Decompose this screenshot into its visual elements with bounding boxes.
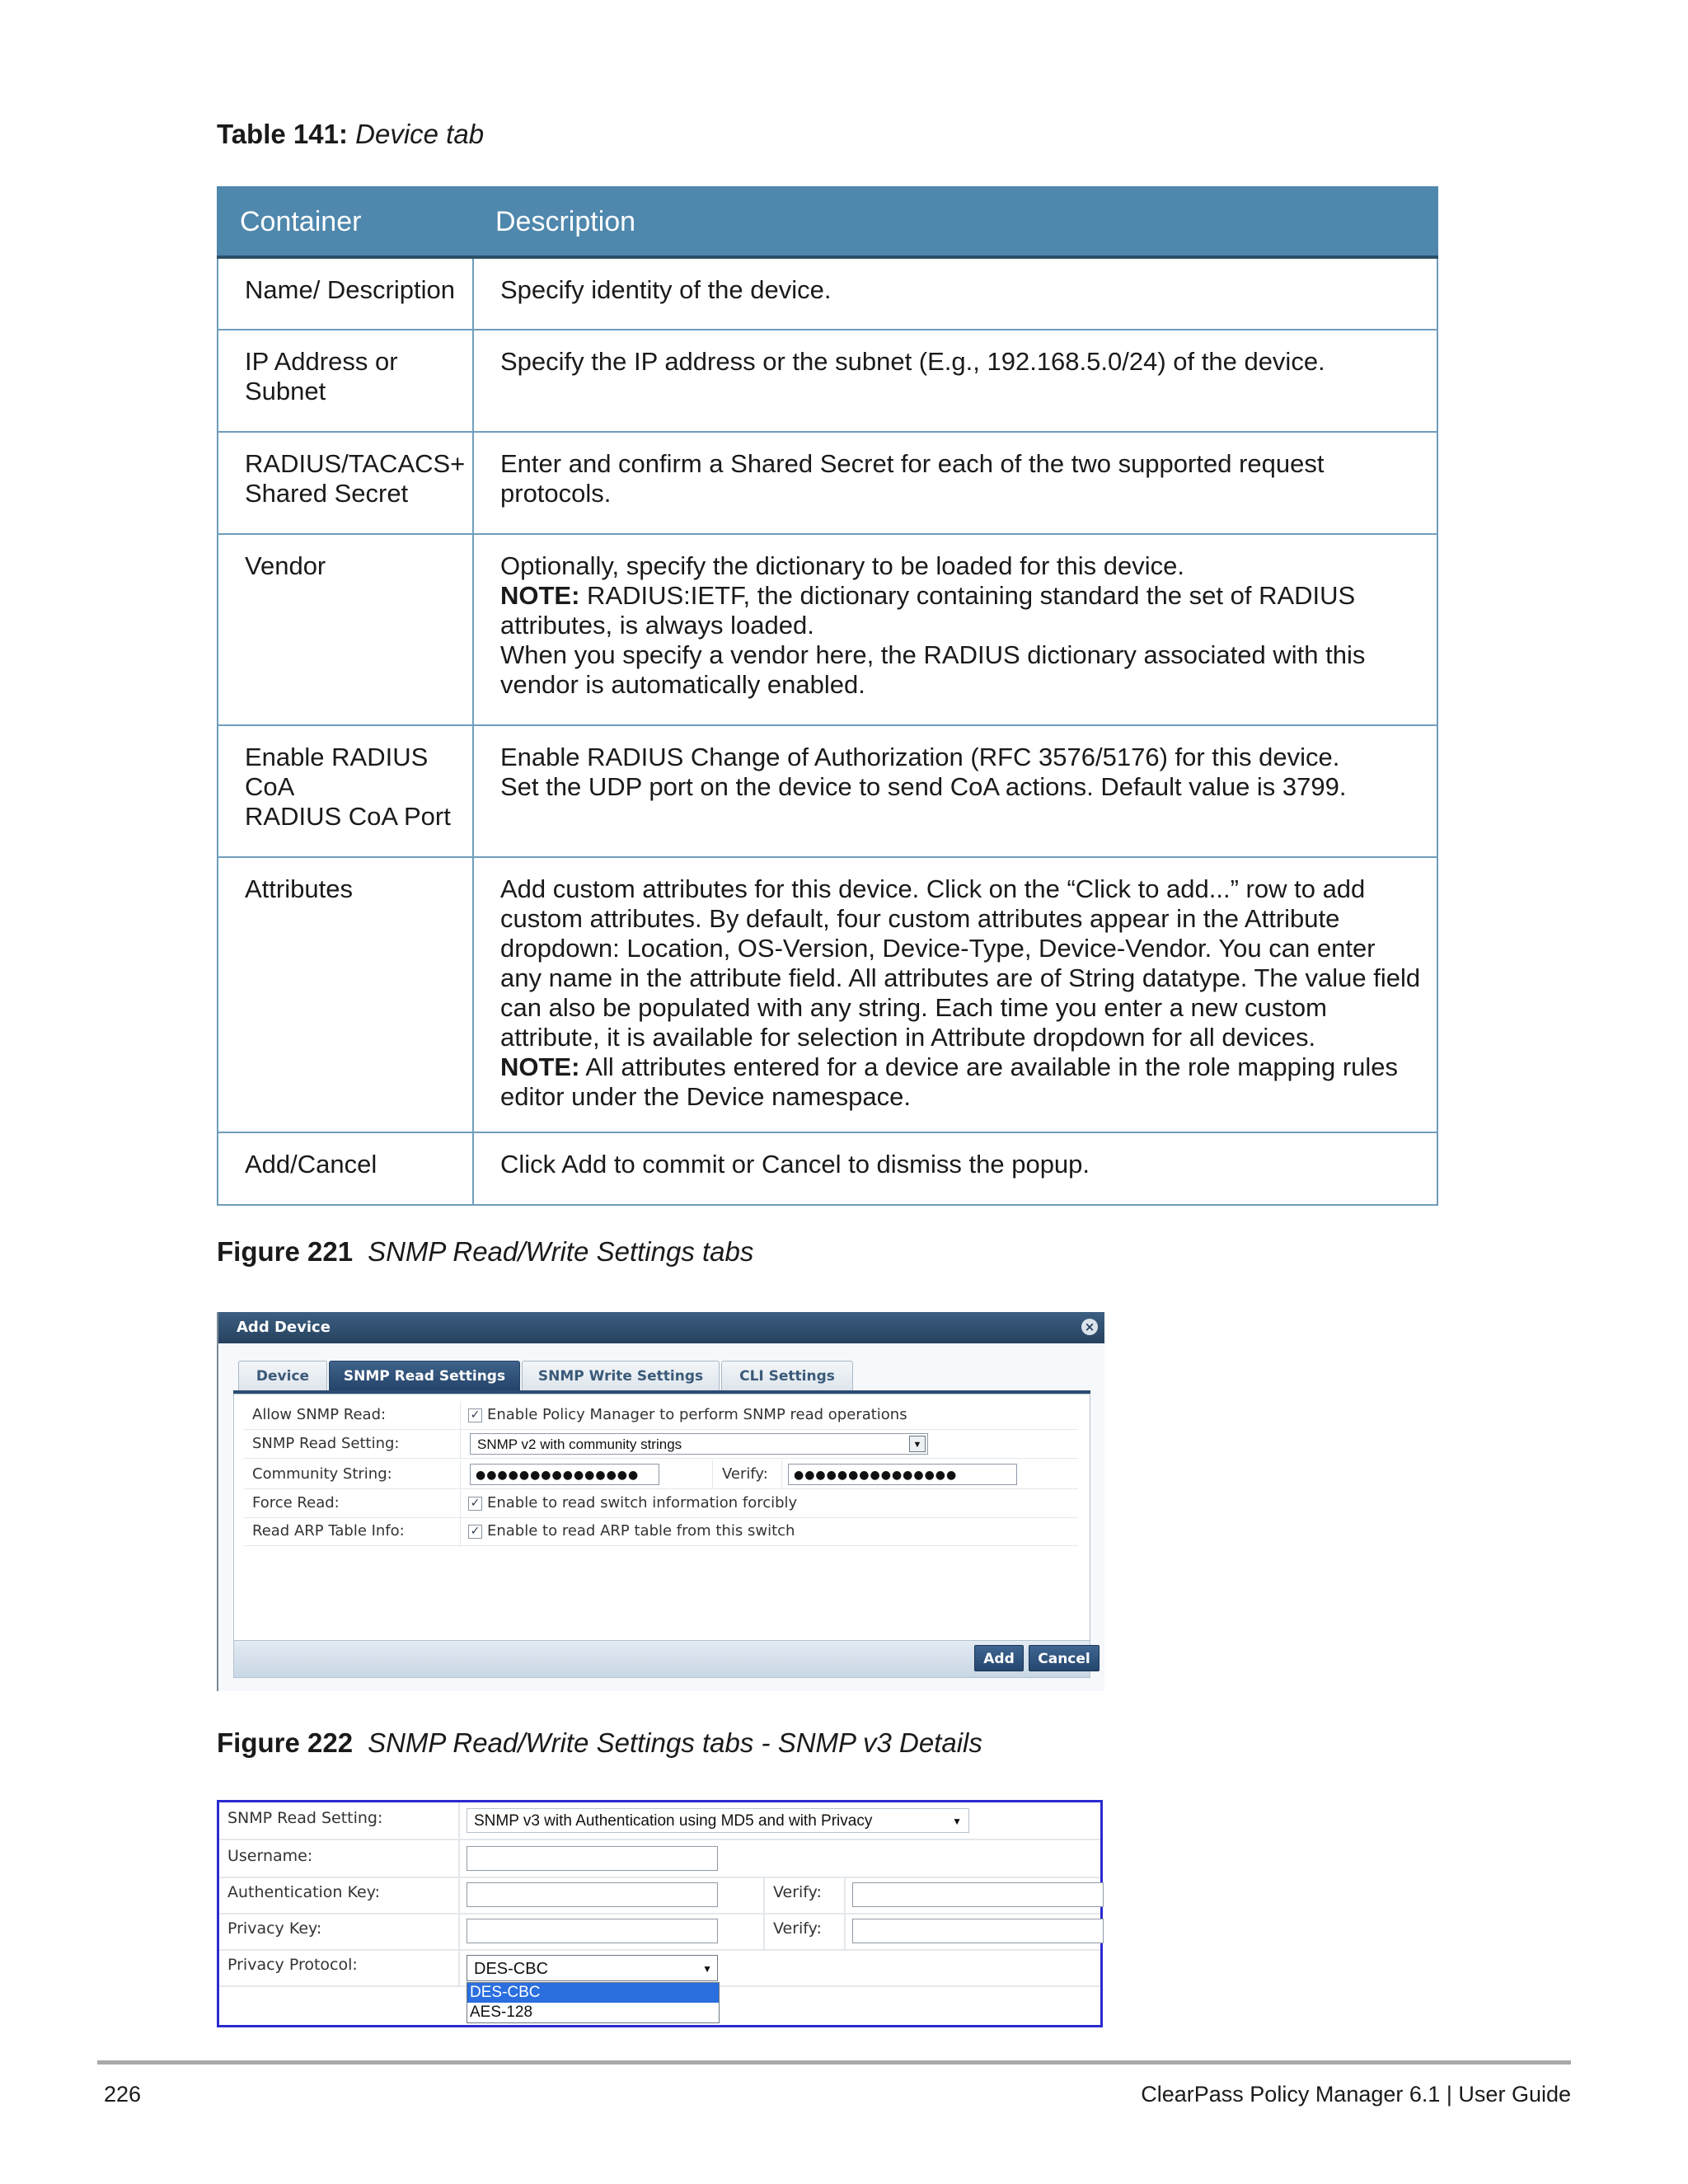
snmp-v3-details-panel: [217, 1800, 1103, 2027]
v3-auth-verify-label: Verify:: [773, 1883, 822, 1901]
community-string-row: [244, 1460, 1078, 1489]
table-header-row: [218, 187, 1437, 257]
verify-community-string-input[interactable]: ●●●●●●●●●●●●●●●: [788, 1464, 1017, 1485]
v3-auth-key-input[interactable]: [467, 1882, 718, 1907]
v3-auth-key-row: [219, 1877, 1100, 1915]
dialog-button-bar: [233, 1640, 1090, 1678]
dropdown-option-aes-128[interactable]: AES-128: [470, 2004, 533, 2021]
cell-container: Attributes: [218, 857, 473, 1132]
v3-privacy-protocol-select[interactable]: [467, 1955, 718, 1981]
v3-privacy-key-row: [219, 1913, 1100, 1951]
figure-221-caption: [217, 1236, 753, 1268]
add-device-dialog: [217, 1312, 1104, 1691]
v3-auth-verify-input[interactable]: [852, 1882, 1104, 1907]
force-read-text: Enable to read switch information forcibly: [487, 1494, 798, 1511]
cell-container: IP Address or Subnet: [218, 330, 473, 432]
read-arp-table-checkbox[interactable]: ✓: [468, 1525, 482, 1539]
snmp-read-setting-row: [244, 1430, 1078, 1459]
dialog-title: Add Device: [218, 1312, 1104, 1343]
verify-label: Verify:: [722, 1465, 768, 1483]
force-read-row: [244, 1489, 1078, 1518]
cell-description: Specify identity of the device.: [473, 257, 1437, 330]
attributes-desc: Add custom attributes for this device. Click on the “Click to add...” row to add custom attributes. By default, four custom attributes appear in the Attribute dropdown: Location, OS-Version, Device-Type, Device-Vendor. You can enter any name in the attribute field. All attributes are of String datatype. The value field can also be populated with any string. Each time you enter a new custom attribute, it is available for selection in Attribute dropdown for all devices.: [500, 874, 1421, 1052]
snmp-read-setting-select[interactable]: [470, 1433, 928, 1455]
note-text: RADIUS:IETF, the dictionary containing standard the set of RADIUS attributes, is always loaded.: [500, 581, 1356, 640]
tab-device[interactable]: Device: [238, 1361, 327, 1390]
read-arp-table-label: Read ARP Table Info:: [252, 1522, 405, 1540]
header-container: Container: [218, 187, 473, 257]
figure-222-label: Figure 222: [217, 1727, 354, 1758]
v3-username-label: Username:: [227, 1847, 313, 1865]
v3-privacy-protocol-value: DES-CBC: [474, 1960, 549, 1978]
force-read-control: [468, 1489, 797, 1517]
v3-setting-value: SNMP v3 with Authentication using MD5 and with Privacy: [474, 1812, 873, 1830]
figure-221-label: Figure 221: [217, 1236, 354, 1267]
allow-snmp-read-checkbox[interactable]: ✓: [468, 1408, 482, 1422]
cell-container: RADIUS/TACACS+ Shared Secret: [218, 432, 473, 534]
table-row: [218, 1132, 1437, 1205]
v3-privacy-verify-input[interactable]: [852, 1919, 1104, 1943]
device-tab-table: [217, 186, 1438, 1206]
vendor-desc-line: Optionally, specify the dictionary to be loaded for this device.: [500, 551, 1184, 580]
chevron-down-icon: ▼: [909, 1436, 926, 1452]
header-description: Description: [473, 187, 1437, 257]
snmp-read-setting-label: SNMP Read Setting:: [252, 1435, 400, 1452]
snmp-read-setting-value: SNMP v2 with community strings: [477, 1436, 682, 1452]
cell-description: Click Add to commit or Cancel to dismiss the popup.: [473, 1132, 1437, 1205]
table-row: [218, 257, 1437, 330]
table-row: [218, 432, 1437, 534]
allow-snmp-read-text: Enable Policy Manager to perform SNMP read operations: [487, 1406, 907, 1423]
footer-rule: [97, 2060, 1571, 2064]
tab-snmp-write-settings[interactable]: SNMP Write Settings: [522, 1361, 720, 1390]
tab-cli-settings[interactable]: CLI Settings: [721, 1361, 853, 1390]
cell-description: [473, 857, 1437, 1132]
v3-setting-select[interactable]: [467, 1808, 969, 1833]
v3-privacy-key-input[interactable]: [467, 1919, 718, 1943]
v3-setting-row: [219, 1802, 1100, 1840]
force-read-label: Force Read:: [252, 1494, 340, 1511]
chevron-down-icon: ▼: [702, 1963, 712, 1975]
add-button[interactable]: Add: [974, 1645, 1024, 1671]
table-caption: [217, 119, 484, 150]
snmp-read-panel: [233, 1394, 1090, 1664]
table-row: [218, 857, 1437, 1132]
community-string-label: Community String:: [252, 1465, 392, 1483]
cell-description: Enable RADIUS Change of Authorization (RFC 3576/5176) for this device. Set the UDP port on the device to send CoA actions. Default value is 3799.: [473, 725, 1437, 857]
v3-privacy-verify-label: Verify:: [773, 1919, 822, 1938]
allow-snmp-read-row: [244, 1401, 1078, 1430]
cell-container: Name/ Description: [218, 257, 473, 330]
read-arp-table-text: Enable to read ARP table from this switch: [487, 1522, 795, 1540]
read-arp-table-row: [244, 1517, 1078, 1546]
v3-auth-key-label: Authentication Key:: [227, 1883, 380, 1901]
v3-setting-label: SNMP Read Setting:: [227, 1809, 383, 1827]
allow-snmp-read-control: [468, 1401, 907, 1429]
chevron-down-icon: ▼: [952, 1816, 962, 1827]
v3-username-row: [219, 1840, 1100, 1878]
close-icon[interactable]: ×: [1081, 1319, 1098, 1335]
force-read-checkbox[interactable]: ✓: [468, 1497, 482, 1511]
community-string-input[interactable]: ●●●●●●●●●●●●●●●: [470, 1464, 659, 1485]
note-label: NOTE:: [500, 581, 580, 610]
cell-container: Vendor: [218, 534, 473, 725]
figure-222-caption: [217, 1727, 982, 1759]
v3-username-input[interactable]: [467, 1846, 718, 1871]
figure-222-title: SNMP Read/Write Settings tabs - SNMP v3 Details: [368, 1727, 982, 1758]
privacy-protocol-dropdown-list: [467, 1982, 720, 2023]
allow-snmp-read-label: Allow SNMP Read:: [252, 1406, 387, 1423]
cell-description: Enter and confirm a Shared Secret for each of the two supported request protocols.: [473, 432, 1437, 534]
table-row: [218, 534, 1437, 725]
vendor-desc-line: When you specify a vendor here, the RADIUS dictionary associated with this vendor is automatically enabled.: [500, 640, 1366, 699]
table-caption-label: Table 141:: [217, 119, 348, 149]
cell-description: Specify the IP address or the subnet (E.g., 192.168.5.0/24) of the device.: [473, 330, 1437, 432]
read-arp-table-control: [468, 1517, 795, 1545]
v3-privacy-protocol-label: Privacy Protocol:: [227, 1956, 358, 1974]
vendor-note: [500, 581, 1423, 640]
table-row: [218, 725, 1437, 857]
footer-doc-title: ClearPass Policy Manager 6.1 | User Guide: [1141, 2082, 1571, 2107]
tab-snmp-read-settings[interactable]: SNMP Read Settings: [329, 1361, 520, 1390]
attributes-note: [500, 1052, 1423, 1112]
cell-container: Add/Cancel: [218, 1132, 473, 1205]
cell-description: [473, 534, 1437, 725]
note-text: All attributes entered for a device are available in the role mapping rules editor under the Device namespace.: [500, 1052, 1399, 1111]
cancel-button[interactable]: Cancel: [1029, 1645, 1100, 1671]
table-row: [218, 330, 1437, 432]
figure-221-title: SNMP Read/Write Settings tabs: [368, 1236, 754, 1267]
page-number: 226: [104, 2082, 142, 2107]
v3-privacy-key-label: Privacy Key:: [227, 1919, 322, 1938]
table-caption-title: Device tab: [355, 119, 485, 149]
dropdown-option-des-cbc[interactable]: DES-CBC: [467, 1983, 719, 2003]
note-label: NOTE:: [500, 1052, 580, 1081]
cell-container: Enable RADIUS CoA RADIUS CoA Port: [218, 725, 473, 857]
